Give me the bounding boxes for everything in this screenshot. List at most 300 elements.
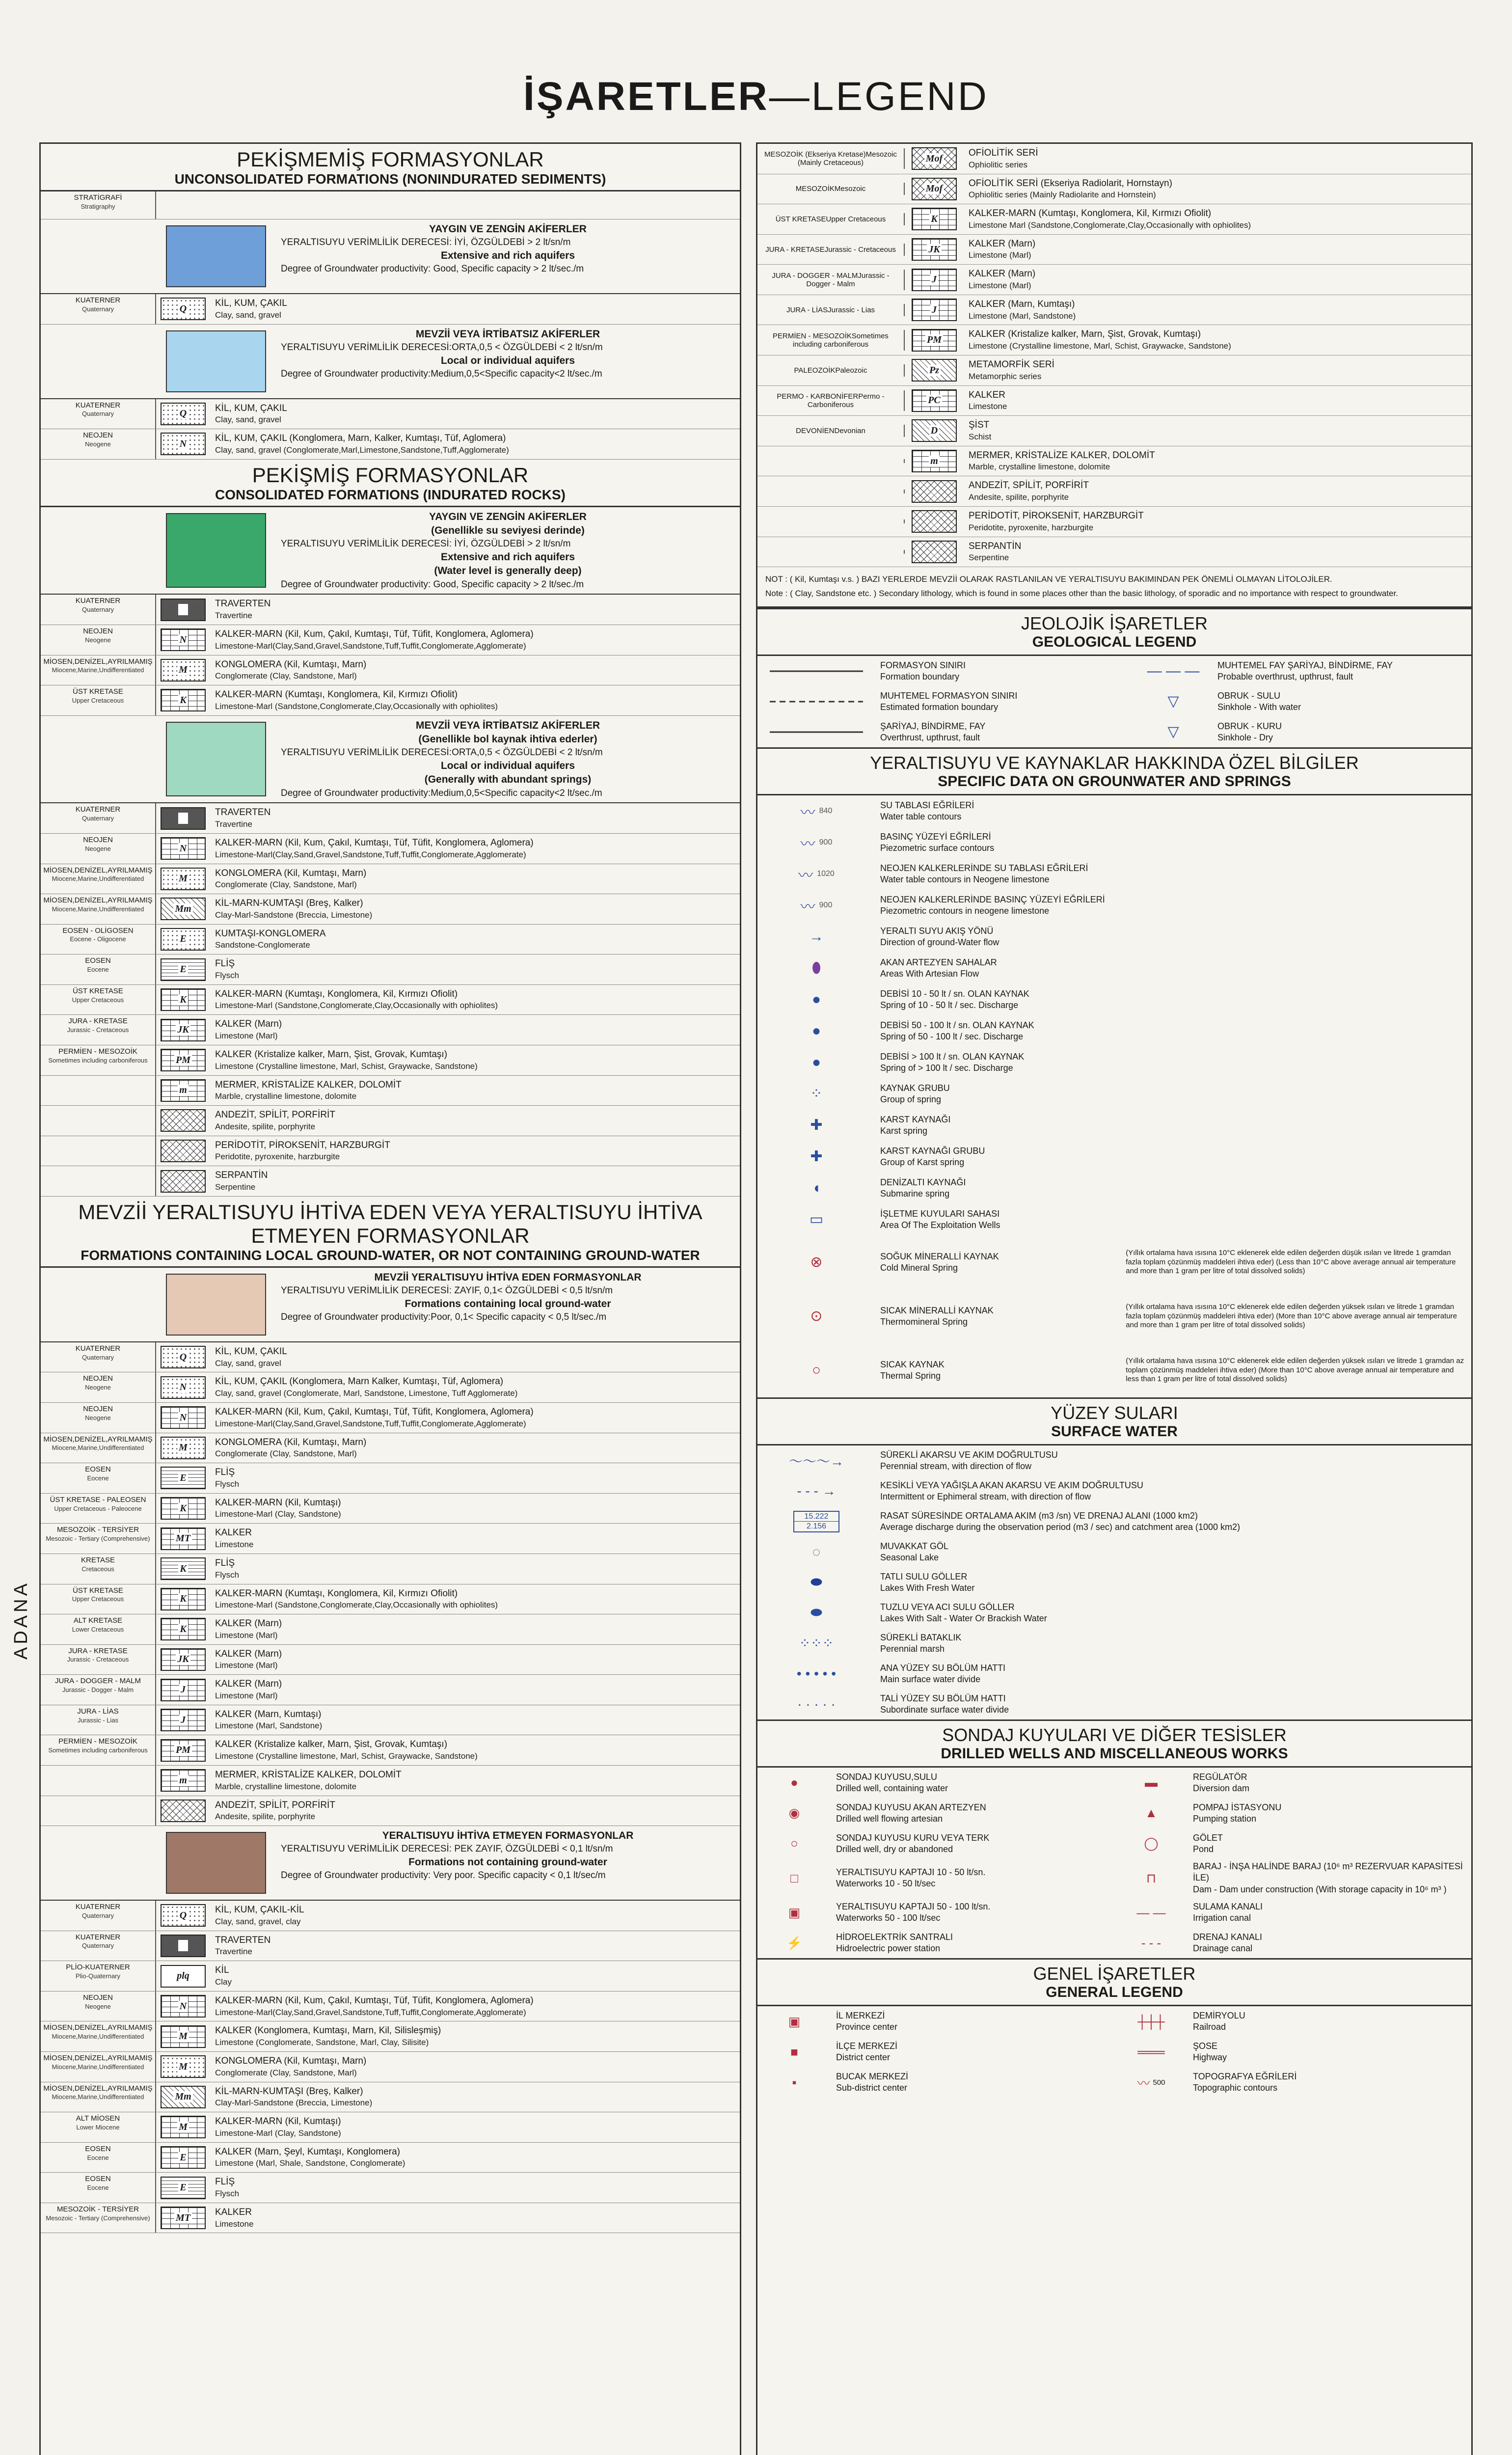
legend-section-header [757,1397,1471,1446]
stratigraphy-cell [41,1015,156,1045]
stratigraphy-en: Devonian [834,426,865,435]
lithology-description [210,2173,740,2203]
works-row-symbol [1114,1905,1188,1920]
general-row-label-en: Highway [1193,2052,1227,2063]
lithology-en: Clay, sand, gravel [215,415,281,425]
stratigraphy-cell [41,1106,156,1136]
specific-label-en: Submarine spring [880,1188,950,1199]
stratigraphy-tr: KUATERNER [75,597,121,605]
stratigraphy-tr: JURA - KRETASE [765,245,825,254]
section-title: PEKİŞMİŞ FORMASYONLAR [252,463,529,487]
stratigraphy-en: Quaternary [81,410,114,418]
symbol-cell [156,1614,210,1644]
specific-symbol [757,1362,875,1379]
symbol-code: Q [178,1910,188,1921]
lithology-en: Serpentine [215,1182,256,1192]
category-heading: YAYGIN VE ZENGİN AKİFERLER [429,511,587,522]
legend-row [41,1991,740,2022]
works-row-symbol [757,1775,831,1790]
symbol-code: K [178,813,188,824]
works-row-text [1188,1859,1471,1897]
lithology-description [210,1614,740,1644]
lithology-description [964,446,1471,476]
general-row-label-tr: DEMİRYOLU [1193,2010,1245,2020]
legend-row [41,625,740,655]
lithology-symbol-icon [161,988,206,1011]
symbol-code: N [178,2001,188,2012]
works-row-text [831,1830,1114,1857]
lithology-en: Clay, sand, gravel [215,310,281,320]
specific-text [875,892,1413,919]
symbol-code: Mof [924,183,944,194]
pumping-station-icon: ▲ [1145,1805,1158,1821]
lithology-en: Conglomerate (Clay, Sandstone, Marl) [215,880,357,890]
lithology-tr: KALKER (Konglomera, Kumtaşı, Marn, Kil, Silisleşmiş) [215,2025,441,2036]
stratigraphy-cell [757,519,905,523]
works-row-label-tr: SONDAJ KUYUSU AKAN ARTEZYEN [836,1802,986,1812]
works-row-symbol [1114,1871,1188,1886]
works-row-text [831,1899,1114,1926]
specific-detail: (Yıllık ortalama hava ısısına 10°C eklenerek elde edilen değerden yüksek ısıları ve litrede 1 gramdan fazla toplam çözünmüş maddeleri ihtiva eder) (More than 10°C above average annual air temperature and more than 1 gram per litre of total dissolved solids) [1126,1302,1457,1330]
specific-label-tr: NEOJEN KALKERLERİNDE BASINÇ YÜZEYİ EĞRİLERİ [880,894,1105,904]
lithology-en: Clay [215,1977,232,1987]
legend-row [41,294,740,325]
symbol-cell [156,625,210,655]
lithology-description [210,1931,740,1961]
stratigraphy-tr: PERMİEN - MESOZOİK [58,1737,137,1746]
stratigraphy-en: Jurassic - Cretaceous [67,1656,129,1664]
legend-row [41,2021,740,2052]
lithology-symbol-icon [912,389,957,412]
works-row-label-tr: REGÜLATÖR [1193,1772,1247,1782]
symbol-code: PM [174,1745,192,1756]
lithology-description [210,1433,740,1463]
lithology-symbol-icon [912,208,957,230]
works-row-text [1188,1899,1471,1926]
lithology-tr: KALKER (Marn) [969,238,1036,249]
lithology-tr: KONGLOMERA (Kil, Kumtaşı, Marn) [215,868,367,878]
lithology-description [964,355,1471,385]
specific-symbol [757,1117,875,1134]
stratigraphy-tr: ALT MİOSEN [76,2114,120,2123]
geo-symbol [1134,693,1213,710]
stratigraphy-tr: JURA - DOGGER - MALM [54,1677,141,1686]
regulator-icon: ▬ [1145,1775,1158,1790]
specific-text [875,1112,1413,1139]
legend-row [41,1584,740,1615]
lithology-tr: KALKER (Marn) [215,1618,282,1629]
symbol-code: plq [175,1970,191,1982]
legend-section-header [757,747,1471,795]
surface-label-tr: SÜREKLİ AKARSU VE AKIM DOĞRULTUSU [880,1449,1058,1460]
lithology-description [210,864,740,894]
legend-row [41,1645,740,1675]
stratigraphy-en: Jurassic - Dogger - Malm [806,271,890,288]
geo-text [875,719,1134,746]
boundary-line-icon [767,725,865,739]
symbol-cell [156,1931,210,1961]
lithology-symbol-icon [161,1109,206,1132]
legend-row [757,174,1471,205]
lithology-symbol-icon [161,807,206,830]
legend-row [41,429,740,460]
geo-legend-row [757,686,1471,717]
stratigraphy-en: Mesozoic (Mainly Cretaceous) [797,150,897,167]
surface-symbol [757,1574,875,1590]
drilled-well-icon: ● [790,1775,798,1790]
geo-text [1213,719,1471,746]
lithology-symbol-icon [161,868,206,890]
surface-text [875,1508,1471,1535]
specific-label-tr: KARST KAYNAĞI [880,1114,951,1124]
symbol-cell [156,1372,210,1402]
dashed-boundary-icon [767,694,865,709]
category-title-en: Local or individual aquifers [440,355,575,366]
lithology-en: Limestone [215,2219,254,2229]
lithology-tr: KALKER (Kristalize kalker, Marn, Şist, Grovak, Kumtaşı) [215,1049,448,1060]
surface-symbol [757,1451,875,1471]
lithology-description [964,295,1471,325]
stratigraphy-cell [41,1766,156,1796]
lithology-symbol-icon [161,1800,206,1822]
lithology-symbol-icon [161,298,206,320]
contour-value: 500 [1153,2078,1165,2087]
legend-row [757,355,1471,386]
specific-data-row [757,953,1471,984]
category-note-en: (Water level is generally deep) [434,565,582,577]
legend-row [41,685,740,716]
symbol-code: E [178,2182,188,2193]
works-row-label-en: Drilled well, dry or abandoned [836,1844,953,1854]
lithology-symbol-icon [161,928,206,951]
category-productivity-tr: YERALTISUYU VERİMLİLİK DERECESİ: PEK ZAYIF, ÖZGÜLDEBİ < 0,1 lt/sn/m [281,1844,613,1855]
legend-row [41,1494,740,1524]
general-row-label-tr: İLÇE MERKEZİ [836,2041,898,2051]
legend-row [757,476,1471,507]
symbol-cell [156,655,210,685]
symbol-code: N [178,1412,188,1423]
lithology-description [210,625,740,655]
stratigraphy-en: Neogene [85,2002,111,2010]
lithology-description [210,399,740,429]
lithology-en: Limestone (Marl, Sandstone) [215,1721,323,1731]
works-row-symbol [757,1836,831,1851]
symbol-cell [156,1705,210,1735]
works-row-symbol [757,1871,831,1886]
legend-row [41,955,740,985]
symbol-cell [156,1675,210,1705]
legend-row [757,446,1471,477]
general-row-label-en: Sub-district center [836,2083,908,2093]
contour-icon: 〰 [1137,2075,1150,2091]
legend-row [41,2173,740,2203]
lithology-en: Limestone (Conglomerate, Sandstone, Marl, Clay, Silisite) [215,2038,429,2047]
lithology-symbol-icon [161,1406,206,1429]
lithology-symbol-icon [161,958,206,981]
stratigraphy-cell [41,985,156,1015]
specific-label-tr: AKAN ARTEZYEN SAHALAR [880,957,997,967]
specific-label-en: Spring of 10 - 50 lt / sec. Discharge [880,1000,1019,1010]
stratigraphy-cell [41,625,156,655]
lithology-tr: PERİDOTİT, PİROKSENİT, HARZBURGİT [215,1140,390,1150]
specific-text [875,861,1413,888]
symbol-cell [156,1735,210,1765]
symbol-code: N [178,438,188,450]
symbol-code: E [178,1473,188,1484]
specific-data-row [757,1235,1471,1289]
specific-data-row [757,921,1471,953]
aquifer-category [41,1268,740,1342]
stratigraphy-cell [41,1901,156,1931]
specific-symbol [757,832,875,853]
category-heading: MEVZİİ YERALTISUYU İHTİVA EDEN FORMASYONLAR [374,1271,642,1283]
specific-label-en: Areas With Artesian Flow [880,968,979,979]
lithology-description [210,1403,740,1433]
symbol-code: K [178,994,188,1006]
legend-row [41,1403,740,1433]
lithology-en: Limestone Marl (Sandstone,Conglomerate,Clay,Occasionally with ophiolites) [969,220,1251,230]
lithology-tr: KONGLOMERA (Kil, Kumtaşı, Marn) [215,1437,367,1447]
specific-symbol [757,1148,875,1165]
stratigraphy-en: Sometimes including carboniferous [48,1056,148,1064]
lithology-symbol-icon [161,1346,206,1368]
specific-symbol [757,895,875,916]
province-center-icon: ▣ [788,2014,801,2029]
lithology-en: Clay, sand, gravel (Conglomerate, Marl, Sandstone, Limestone, Tuff Agglomerate) [215,1389,518,1398]
legend-row [41,2203,740,2234]
geo-label-tr: FORMASYON SINIRI [880,660,966,670]
specific-label-en: Group of Karst spring [880,1157,965,1167]
works-row-label-en: Pond [1193,1844,1214,1854]
stratigraphy-cell [757,364,905,377]
lithology-en: Limestone (Marl) [215,1031,278,1041]
stratigraphy-tr: NEOJEN [83,835,113,844]
geo-label-en: Probable overthrust, upthrust, fault [1217,671,1353,682]
symbol-cell [156,1524,210,1554]
stratigraphy-tr: EOSEN [85,1465,111,1474]
stratigraphy-en: Eocene [87,966,109,973]
contour-value: 900 [819,838,833,846]
stratigraphy-tr: ÜST KRETASE [73,687,123,696]
stratigraphy-tr: PLİO-KUATERNER [66,1963,130,1972]
symbol-cell [156,1015,210,1045]
category-productivity-en: Degree of Groundwater productivity: Good, Specific capacity > 2 lt/sec./m [281,579,584,590]
lithology-symbol-icon [161,433,206,455]
specific-symbol [757,1054,875,1071]
stratigraphy-cell [757,270,905,290]
symbol-cell [156,1106,210,1136]
category-note: (Genellikle bol kaynak ihtiva ederler) [418,734,597,745]
specific-text [875,1049,1413,1076]
surface-water-row [757,1506,1471,1537]
category-heading: MEVZİİ VEYA İRTİBATSIZ AKİFERLER [415,328,600,340]
symbol-cell [156,1796,210,1826]
legend-section-header [757,608,1471,656]
lithology-en: Limestone (Marl) [215,1630,278,1640]
stratigraphy-header-tr: STRATİGRAFİ [74,193,122,202]
pond-icon: ◯ [1144,1836,1159,1851]
section-subtitle: CONSOLIDATED FORMATIONS (INDURATED ROCKS) [41,487,740,507]
specific-label-tr: KARST KAYNAĞI GRUBU [880,1146,985,1156]
works-row-label-tr: SONDAJ KUYUSU KURU VEYA TERK [836,1832,990,1843]
category-productivity-en: Degree of Groundwater productivity: Very poor. Specific capacity < 0,1 lt/sec/m [281,1870,606,1881]
lithology-symbol-icon [912,299,957,321]
symbol-cell [156,834,210,864]
stratigraphy-en: Neogene [85,845,111,852]
legend-row [41,655,740,686]
aquifer-category [41,219,740,294]
lithology-symbol-icon [161,1049,206,1071]
surface-text [875,1478,1471,1505]
thermomineral-spring-icon: ⊙ [810,1308,823,1325]
legend-row [41,1901,740,1931]
stratigraphy-cell [41,685,156,715]
stratigraphy-en: Quaternary [81,606,114,614]
legend-row [41,1554,740,1584]
stratigraphy-en: Mesozoic - Tertiary (Comprehensive) [46,2214,150,2222]
lithology-description [210,1524,740,1554]
left-column [39,142,741,2455]
specific-symbol [757,1085,875,1102]
specific-data-row [757,795,1471,827]
works-row-label-tr: SONDAJ KUYUSU,SULU [836,1772,938,1782]
symbol-code: K [178,1940,188,1951]
legend-row [757,386,1471,416]
symbol-code: JK [176,1654,190,1665]
lithology-symbol-icon [161,2116,206,2138]
lithology-description [210,1554,740,1584]
lithology-symbol-icon [161,898,206,920]
stratigraphy-en: Permo - Carboniferous [807,392,885,409]
works-row-label-en: Drilled well flowing artesian [836,1813,943,1824]
stratigraphy-en: Quaternary [81,1942,114,1950]
surface-label-en: Average discharge during the observation period (m3 / sec) and catchment area (1000 km2) [880,1522,1241,1532]
lithology-symbol-icon [912,329,957,352]
stratigraphy-tr: ALT KRETASE [73,1616,123,1625]
works-row-symbol [757,1936,831,1951]
stratigraphy-cell [41,1524,156,1554]
stratigraphy-tr: ÜST KRETASE [775,215,826,223]
lithology-tr: KALKER (Marn) [215,1648,282,1659]
legend-row [41,1675,740,1705]
symbol-cell [156,1433,210,1463]
general-row-text [831,2069,1114,2096]
lithology-en: Limestone-Marl (Sandstone,Conglomerate,Clay,Occasionally with ophiolites) [215,701,498,711]
general-row-label-tr: ŞOSE [1193,2041,1218,2051]
stratigraphy-cell [41,803,156,833]
stratigraphy-en: Quaternary [81,305,114,313]
lithology-en: Limestone-Marl (Sandstone,Conglomerate,Clay,Occasionally with ophiolites) [215,1600,498,1610]
lithology-en: Limestone (Marl, Sandstone) [969,311,1076,321]
lithology-symbol-icon [912,510,957,533]
specific-label-tr: İŞLETME KUYULARI SAHASI [880,1208,1000,1219]
symbol-cell [156,2112,210,2142]
stratigraphy-en: Upper Cretaceous [826,215,886,223]
works-row-symbol [1114,1775,1188,1790]
lithology-en: Clay, sand, gravel [215,1358,281,1368]
specific-label-en: Group of spring [880,1094,942,1104]
section-title: MEVZİİ YERALTISUYU İHTİVA EDEN VEYA YERALTISUYU İHTİVA ETMEYEN FORMASYONLAR [78,1200,702,1247]
stratigraphy-cell [41,1991,156,2021]
geo-label-tr: ŞARİYAJ, BİNDİRME, FAY [880,721,986,731]
stratigraphy-tr: KUATERNER [75,1903,121,1911]
category-color-swatch [166,1832,266,1894]
lithology-symbol-icon [912,419,957,442]
lithology-description [210,1991,740,2021]
general-row-symbol [757,2045,831,2060]
symbol-code: K [178,1593,188,1605]
stratigraphy-tr: MİOSEN,DENİZEL,AYRILMAMIŞ [43,896,153,905]
lithology-description [210,925,740,955]
side-label: ADANA [11,1581,31,1660]
cold-mineral-spring-icon: ⊗ [810,1254,823,1271]
lithology-tr: KALKER (Marn, Kumtaşı) [215,1709,322,1719]
stratigraphy-en: Jurassic - Dogger - Malm [62,1686,134,1693]
category-description [276,507,740,594]
legend-row [41,1076,740,1106]
catchment-value: 2.156 [806,1522,827,1531]
stratigraphy-tr: NEOJEN [83,1374,113,1383]
symbol-cell [156,685,210,715]
stratigraphy-tr: NEOJEN [83,627,113,635]
lithology-description [210,834,740,864]
specific-text [875,1206,1413,1233]
section-header [41,144,740,191]
lithology-tr: ANDEZİT, SPİLİT, PORFİRİT [969,480,1089,491]
works-row [757,1798,1471,1828]
lithology-tr: KİL, KUM, ÇAKIL-KİL [215,1905,304,1915]
lithology-description [964,174,1471,204]
symbol-code: K [929,214,939,225]
stratigraphy-tr: MESOZOİK (Ekseriya Kretase) [764,150,866,159]
category-note-en: (Generally with abundant springs) [424,774,592,786]
geo-symbol [1134,663,1213,680]
geo-legend-row [757,656,1471,686]
lithology-tr: KALKER [215,1528,252,1538]
legend-row [41,595,740,625]
symbol-code: JK [927,244,941,255]
lithology-symbol-icon [161,1557,206,1580]
stratigraphy-en: Miocene,Marine,Undifferentiated [52,905,144,913]
lithology-symbol-icon [912,147,957,170]
symbol-cell [156,1463,210,1493]
stratigraphy-en: Jurassic - Cretaceous [67,1026,129,1034]
surface-symbol [757,1483,875,1499]
stratigraphy-cell [41,399,156,429]
specific-label-tr: NEOJEN KALKERLERİNDE SU TABLASI EĞRİLERİ [880,863,1088,873]
specific-data-row [757,1015,1471,1047]
works-row [757,1859,1471,1897]
legend-row [757,507,1471,537]
symbol-code: K [178,604,188,615]
stratigraphy-cell [41,2052,156,2082]
symbol-cell [905,541,964,563]
lithology-description [964,144,1471,174]
stratigraphy-cell [41,1735,156,1765]
legend-row [41,1931,740,1962]
specific-symbol [757,863,875,885]
works-row-symbol [1114,1836,1188,1851]
general-row-text [831,2039,1114,2066]
stratigraphy-tr: KUATERNER [75,1344,121,1353]
lithology-tr: KALKER [215,2207,252,2217]
lithology-symbol-icon [912,238,957,261]
legend-row [41,1766,740,1796]
geo-label-tr: OBRUK - SULU [1217,690,1281,701]
specific-text [875,829,1413,856]
stratigraphy-cell [41,925,156,955]
surface-label-tr: TATLI SULU GÖLLER [880,1571,968,1582]
